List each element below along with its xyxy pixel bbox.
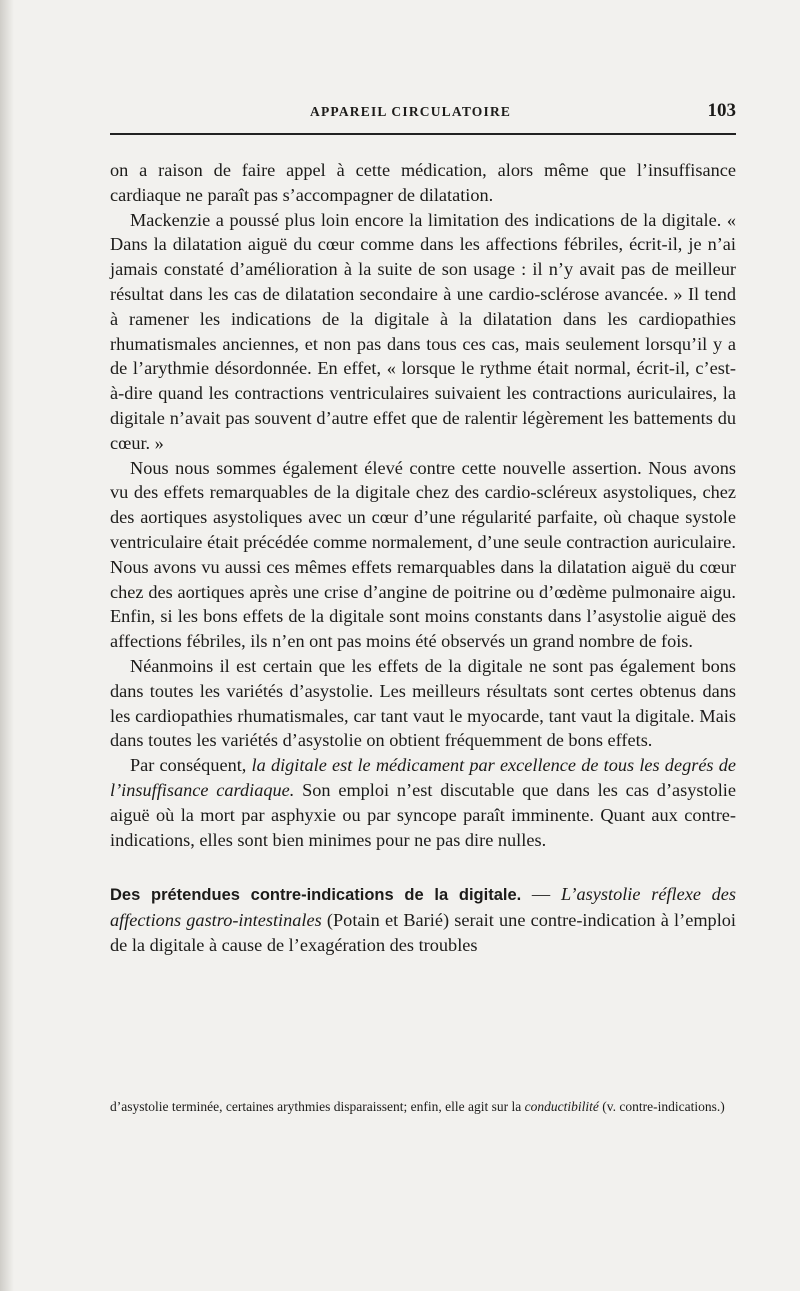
paragraph-1: on a raison de faire appel à cette médication, alors même que l’insuffisance cardiaque ne paraît pas s’accompagner de dilatation. [110,160,736,205]
paragraph-6-end: (Potain et Barié) serait une contre-indication à l’emploi de la digitale à cause de l’exagération des troubles [110,910,736,955]
page-gutter-shadow [0,0,14,1291]
footnote [110,1097,736,1116]
footnote-end: (v. contre-indications.) [598,1099,725,1114]
paragraph-5-end: Son emploi n’est discutable que dans les cas d’asystolie aiguë où la mort par asphyxie ou par syncope paraît imminente. Quant aux contre-indications, elles sont bien minimes pour ne pas dire nulles. [110,779,737,850]
paragraph-3: Nous nous sommes également élevé contre cette nouvelle assertion. Nous avons vu des effets remarquables de la digitale chez des cardio-scléreux asystoliques, chez des aortiques asystoliques avec un cœur d’une régularité parfaite, où chaque systole ventriculaire était précédée comme normalement, d’une seule contraction auriculaire. Nous avons vu aussi ces mêmes effets remarquables dans la dilatation aiguë du cœur chez des aortiques après une crise d’angine de poitrine ou d’œdème pulmonaire aigu. Enfin, si les bons effets de la digitale sont moins constants dans l’asystolie aiguë des affections fébriles, ils n’en ont pas moins été observés un grand nombre de fois. [110,457,736,652]
paragraph-4: Néanmoins il est certain que les effets de la digitale ne sont pas également bons dans toutes les variétés d’asystolie. Les meilleurs résultats sont certes obtenus dans les cardiopathies rhumatismales, car tant vaut le myocarde, tant vaut la digitale. Mais dans toutes les variétés d’asystolie on obtient fréquemment de bons effets. [110,655,736,751]
section-heading: Des prétendues contre-indications de la digitale. [110,886,522,905]
paragraph-2: Mackenzie a poussé plus loin encore la limitation des indications de la digitale. « Dans la dilatation aiguë du cœur comme dans les affections fébriles, écrit-il, je n’ai jamais constaté d’amélioration à la suite de son usage : il n’y avait pas de meilleur résultat dans les cas de dilatation secondaire à une cardio-sclérose avancée. » Il tend à ramener les indications de la digitale à la dilatation dans les cardiopathies rhumatismales anciennes, et non pas dans tous ces cas, mais seulement lorsqu’il y a de l’arythmie désordonnée. En effet, « lorsque le rythme était normal, écrit-il, c’est-à-dire quand les contractions ventriculaires suivaient les contractions auriculaires, la digitale n’avait pas souvent d’autre effet que de ralentir légèrement les battements du cœur. » [110,209,736,453]
body-text [110,158,736,958]
footnote-text: d’asystolie terminée, certaines arythmies disparaissent; enfin, elle agit sur la [110,1099,525,1114]
paragraph-5 [110,753,736,852]
running-title: APPAREIL CIRCULATOIRE [310,104,512,119]
paragraph-5-emphasis: la digitale est le médicament par excellence de tous les degrés de l’insuffisance cardiaque. [110,755,736,800]
page-header [110,100,736,130]
paragraph-6 [110,882,736,957]
footnote-emphasis: conductibilité [524,1099,599,1114]
header-rule [110,133,736,135]
page-number: 103 [707,100,736,121]
paragraph-6-emphasis: L’asystolie réflexe des affections gastro-intestinales [110,884,737,931]
heading-dash: — [521,884,561,905]
paragraph-5-start: Par conséquent, [130,755,252,776]
